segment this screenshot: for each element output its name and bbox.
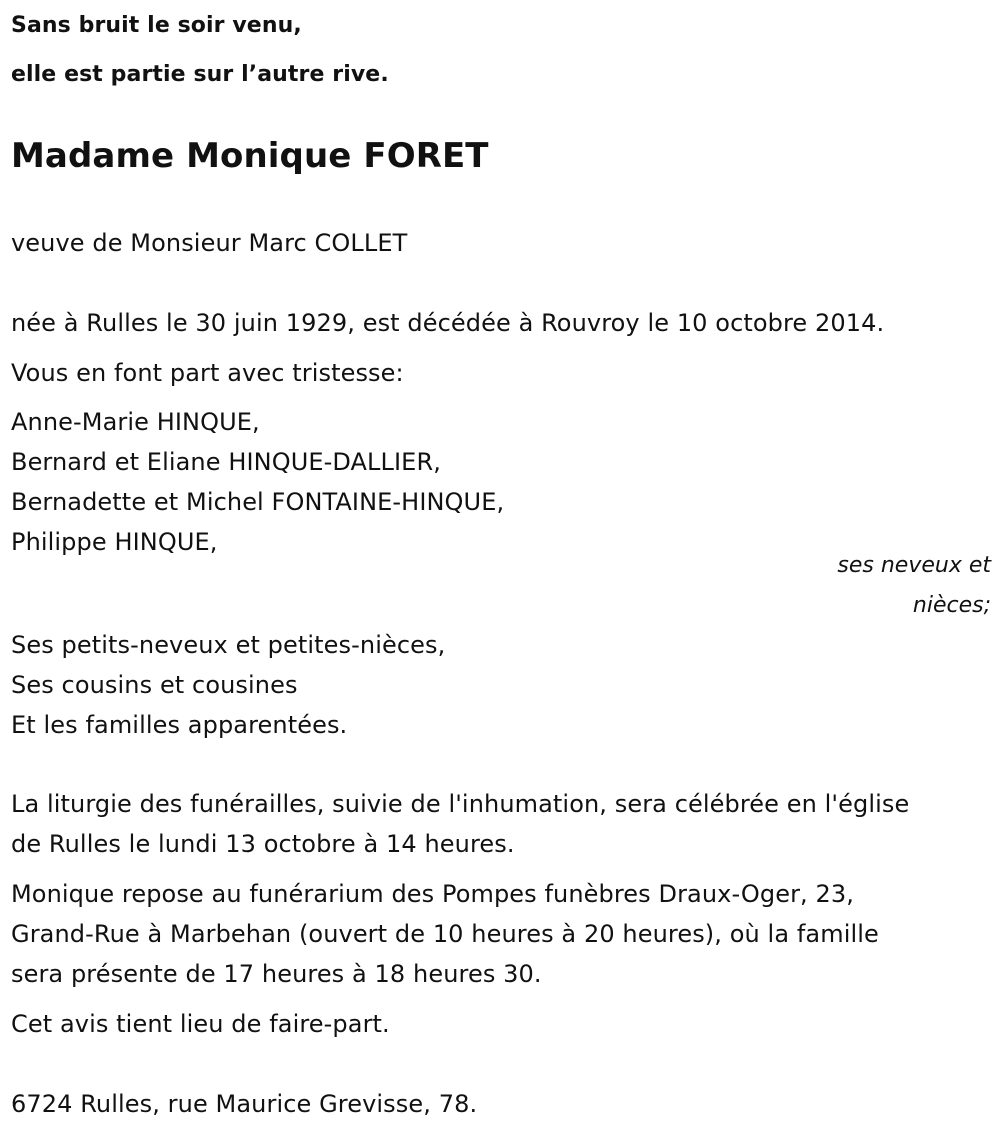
family-role-line-2: nièces; [912,593,991,618]
liturgy-line-1: La liturgie des funérailles, suivie de l'inhumation, sera célébrée en l'église [11,790,910,818]
notice-line: Cet avis tient lieu de faire-part. [11,1010,390,1038]
other-relatives: Et les familles apparentées. [11,711,348,739]
other-relatives: Ses cousins et cousines [11,671,298,699]
repose-line-1: Monique repose au funérarium des Pompes funèbres Draux-Oger, 23, [11,880,854,908]
repose-line-3: sera présente de 17 heures à 18 heures 30. [11,960,542,988]
family-member: Anne-Marie HINQUE, [11,408,260,436]
intro-line-2: elle est partie sur l’autre rive. [11,62,389,87]
announcement-intro: Vous en font part avec tristesse: [11,359,404,387]
family-member: Bernard et Eliane HINQUE-DALLIER, [11,448,441,476]
family-member: Philippe HINQUE, [11,528,218,556]
family-role-line-1: ses neveux et [837,553,991,578]
spouse-line: veuve de Monsieur Marc COLLET [11,229,408,257]
deceased-name: Madame Monique FORET [11,136,489,176]
repose-line-2: Grand-Rue à Marbehan (ouvert de 10 heures à 20 heures), où la famille [11,920,879,948]
address-line: 6724 Rulles, rue Maurice Grevisse, 78. [11,1090,478,1118]
family-member: Bernadette et Michel FONTAINE-HINQUE, [11,488,505,516]
intro-line-1: Sans bruit le soir venu, [11,13,302,38]
birth-death-line: née à Rulles le 30 juin 1929, est décédée à Rouvroy le 10 octobre 2014. [11,309,885,337]
liturgy-line-2: de Rulles le lundi 13 octobre à 14 heures. [11,830,515,858]
other-relatives: Ses petits-neveux et petites-nièces, [11,631,446,659]
